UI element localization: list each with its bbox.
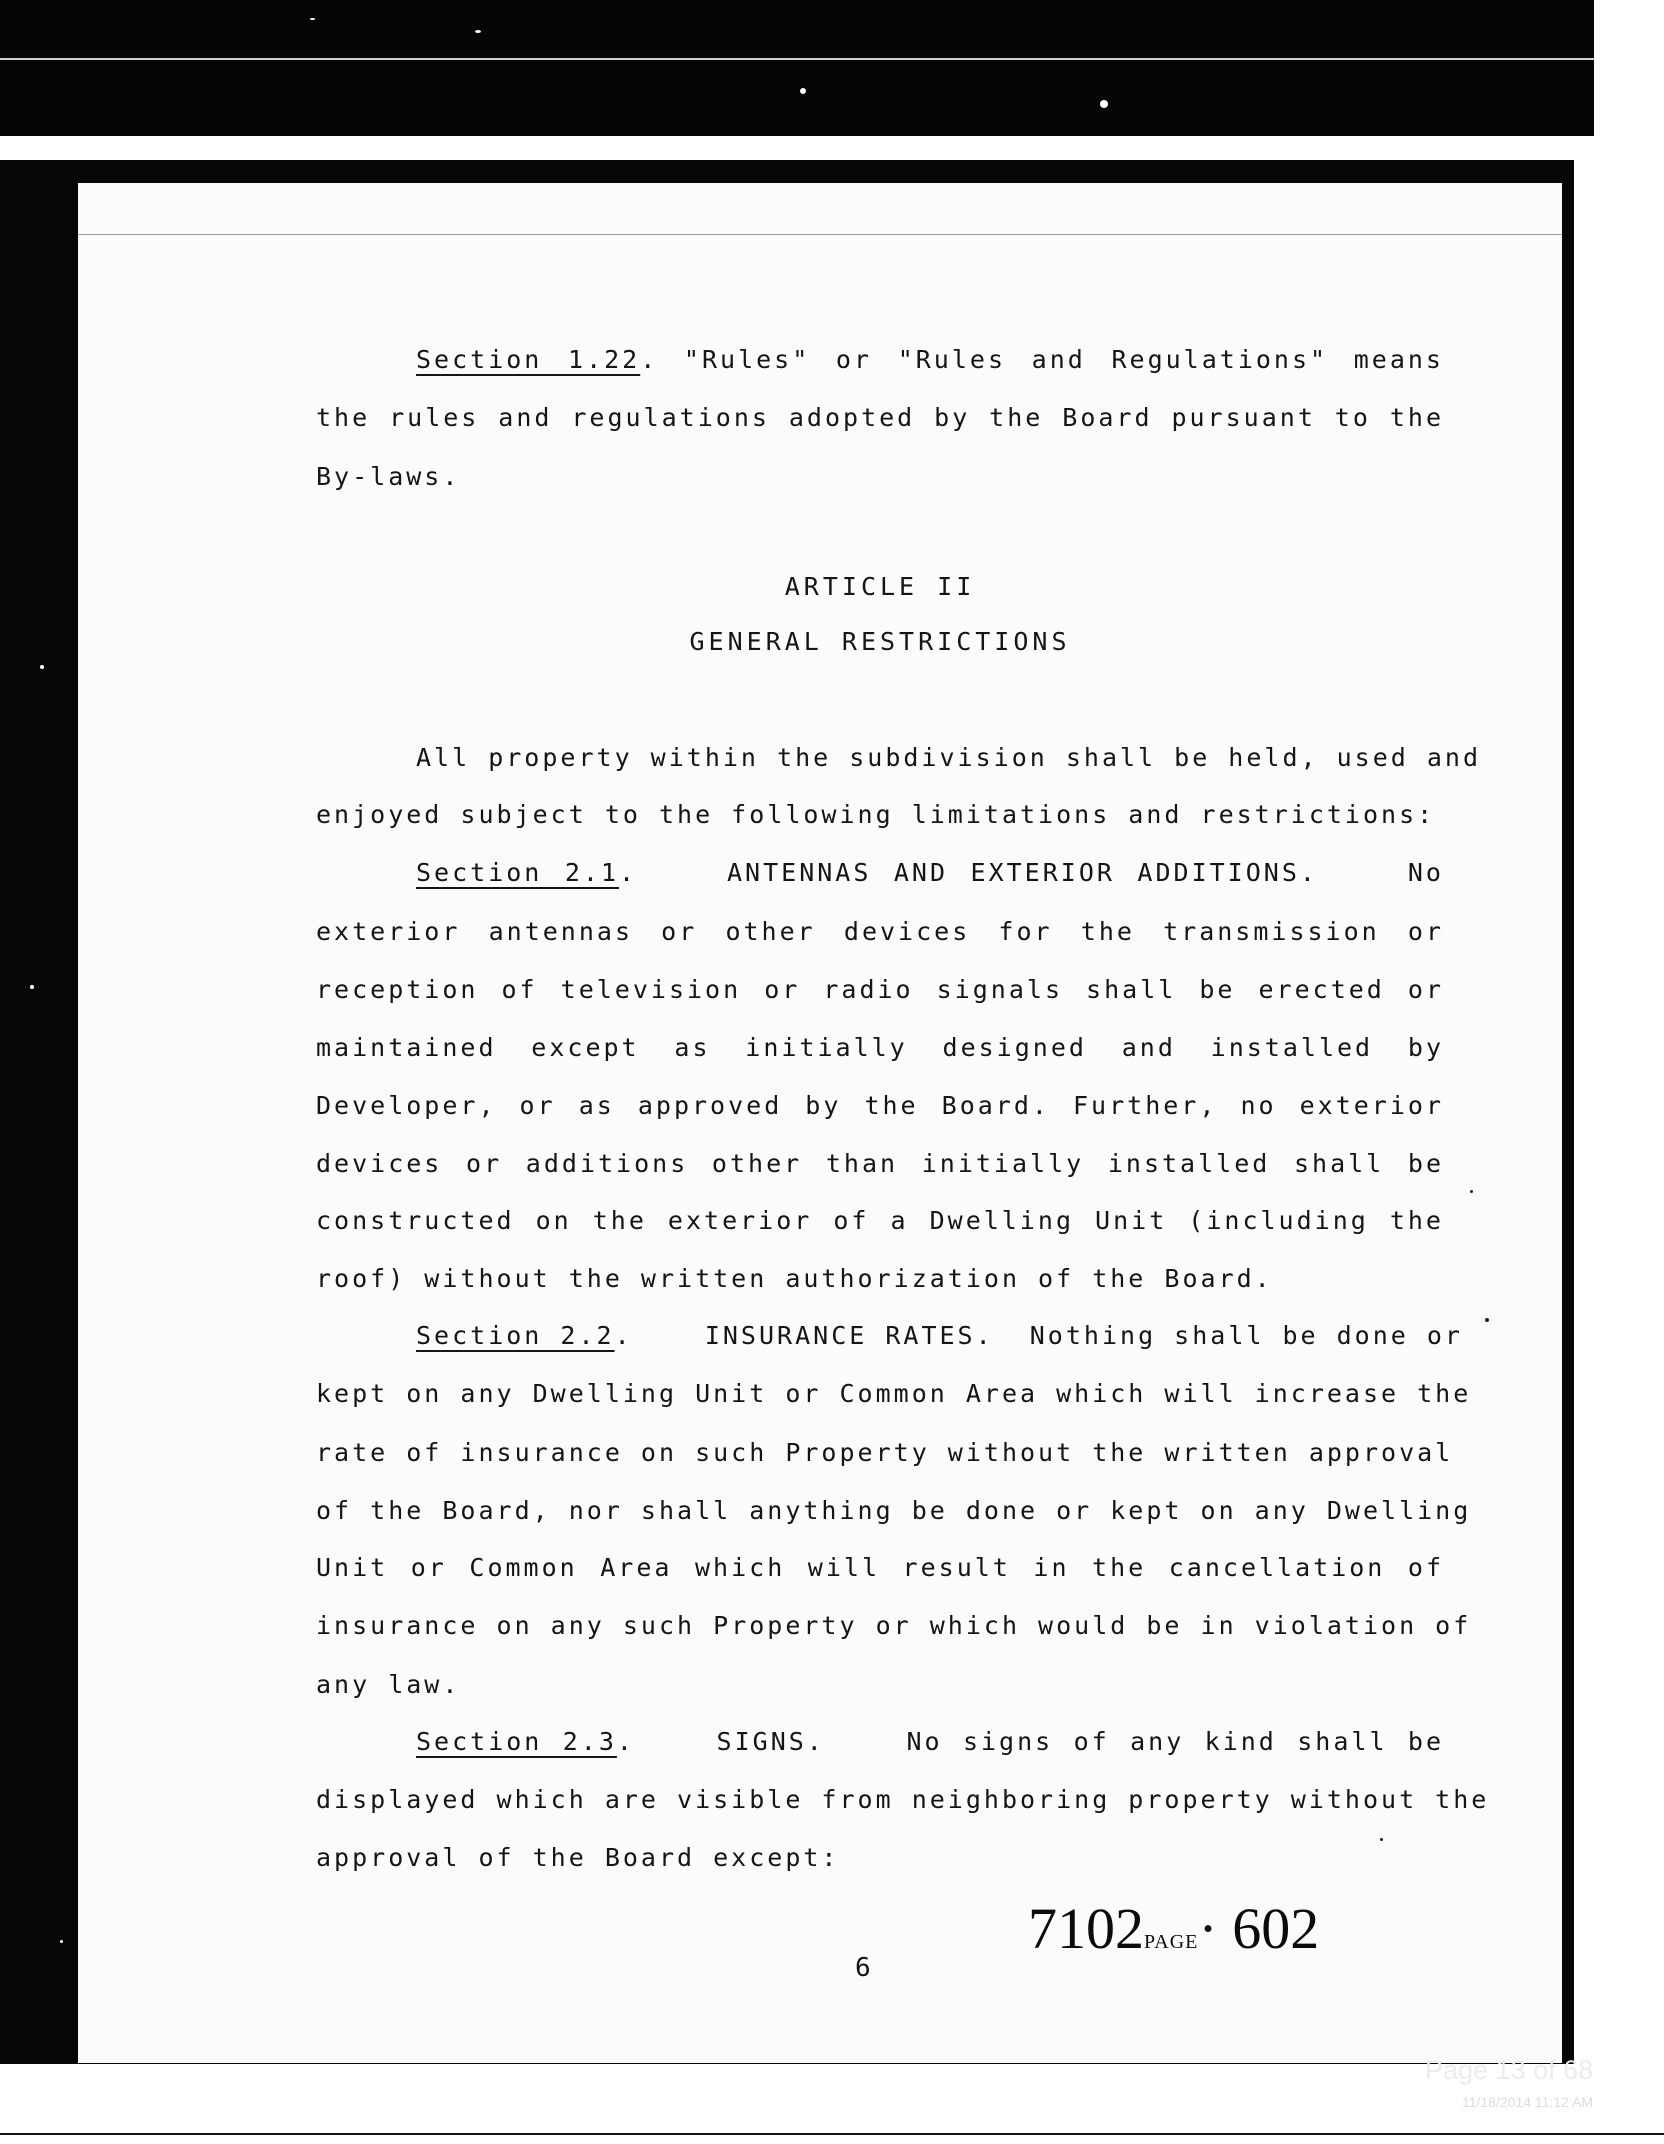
section-2-3-line-3: approval of the Board except: (316, 1843, 840, 1872)
section-2-1-line-1 (416, 858, 1444, 887)
scan-top-black-band (0, 0, 1594, 136)
scan-noise (1485, 1318, 1489, 1322)
section-2-3-text: . SIGNS. No signs of any kind shall be (616, 1727, 1444, 1756)
section-2-2-text: . INSURANCE RATES. Nothing shall be done or (614, 1321, 1463, 1350)
scan-timestamp: 11/18/2014 11:12 AM (1462, 2094, 1594, 2110)
page-indicator: Page 13 of 68 (1425, 2055, 1594, 2085)
stamp-book-number: 7102 (1028, 1896, 1144, 1961)
stamp-page-number: 602 (1232, 1896, 1320, 1961)
stamp-page-label: PAGE (1144, 1931, 1199, 1953)
scan-noise (1545, 1850, 1549, 1854)
section-2-3-line-1 (416, 1727, 1444, 1756)
scan-noise (1540, 790, 1545, 795)
section-2-1-text: . ANTENNAS AND EXTERIOR ADDITIONS. No (619, 858, 1444, 887)
article-number: ARTICLE II (784, 572, 976, 601)
section-2-2-line-6: insurance on any such Property or which would be in violation of (316, 1611, 1472, 1640)
section-2-1-line-4: maintained except as initially designed and installed by (316, 1033, 1444, 1062)
scan-noise (60, 1940, 63, 1943)
section-2-3-line-2: displayed which are visible from neighboring property without the (316, 1785, 1490, 1814)
section-2-2-heading: Section 2.2 (416, 1321, 615, 1350)
scan-noise (475, 30, 481, 33)
section-2-1-line-6: devices or additions other than initially installed shall be (316, 1149, 1444, 1178)
recording-stamp (1028, 1895, 1319, 1962)
section-2-2-line-1 (416, 1321, 1463, 1350)
scan-noise (800, 88, 806, 94)
section-2-2-line-7: any law. (316, 1670, 461, 1699)
section-1-22-text: . "Rules" or "Rules and Regulations" means (640, 345, 1444, 374)
scan-top-streak (0, 58, 1594, 60)
section-2-1-line-2: exterior antennas or other devices for the transmission or (316, 917, 1444, 946)
section-1-22-line-3: By-laws. (316, 462, 461, 491)
scan-noise (1100, 100, 1108, 108)
section-2-3-heading: Section 2.3 (416, 1727, 617, 1756)
section-2-1-line-3: reception of television or radio signals shall be erected or (316, 975, 1444, 1004)
section-2-2-line-5: Unit or Common Area which will result in the cancellation of (316, 1553, 1444, 1582)
scan-noise (310, 18, 315, 20)
scan-bottom-rule (0, 2133, 1664, 2135)
scan-noise (40, 665, 44, 669)
section-2-2-line-2: kept on any Dwelling Unit or Common Area which will increase the (316, 1379, 1472, 1408)
section-1-22-heading: Section 1.22 (416, 345, 641, 374)
section-2-1-heading: Section 2.1 (416, 858, 619, 887)
section-1-22-line-2: the rules and regulations adopted by the Board pursuant to the (316, 403, 1444, 432)
scan-noise (1380, 1838, 1383, 1841)
article-title: GENERAL RESTRICTIONS (689, 627, 1071, 656)
intro-line-1: All property within the subdivision shall be held, used and (416, 743, 1482, 772)
section-2-2-line-4: of the Board, nor shall anything be done or kept on any Dwelling (316, 1496, 1472, 1525)
section-2-1-line-5: Developer, or as approved by the Board. Further, no exterior (316, 1091, 1444, 1120)
scan-noise (30, 985, 34, 989)
section-2-1-line-8: roof) without the written authorization of the Board. (316, 1264, 1273, 1293)
section-2-1-line-7: constructed on the exterior of a Dwelling Unit (including the (316, 1206, 1444, 1235)
scan-noise (1470, 1190, 1473, 1193)
page-edge-rule (78, 234, 1562, 235)
intro-line-2: enjoyed subject to the following limitations and restrictions: (316, 800, 1436, 829)
stamp-dot: · (1198, 1896, 1218, 1961)
section-2-2-line-3: rate of insurance on such Property without the written approval (316, 1438, 1454, 1467)
section-1-22-line-1 (416, 345, 1444, 374)
page-number: 6 (855, 1953, 871, 1983)
